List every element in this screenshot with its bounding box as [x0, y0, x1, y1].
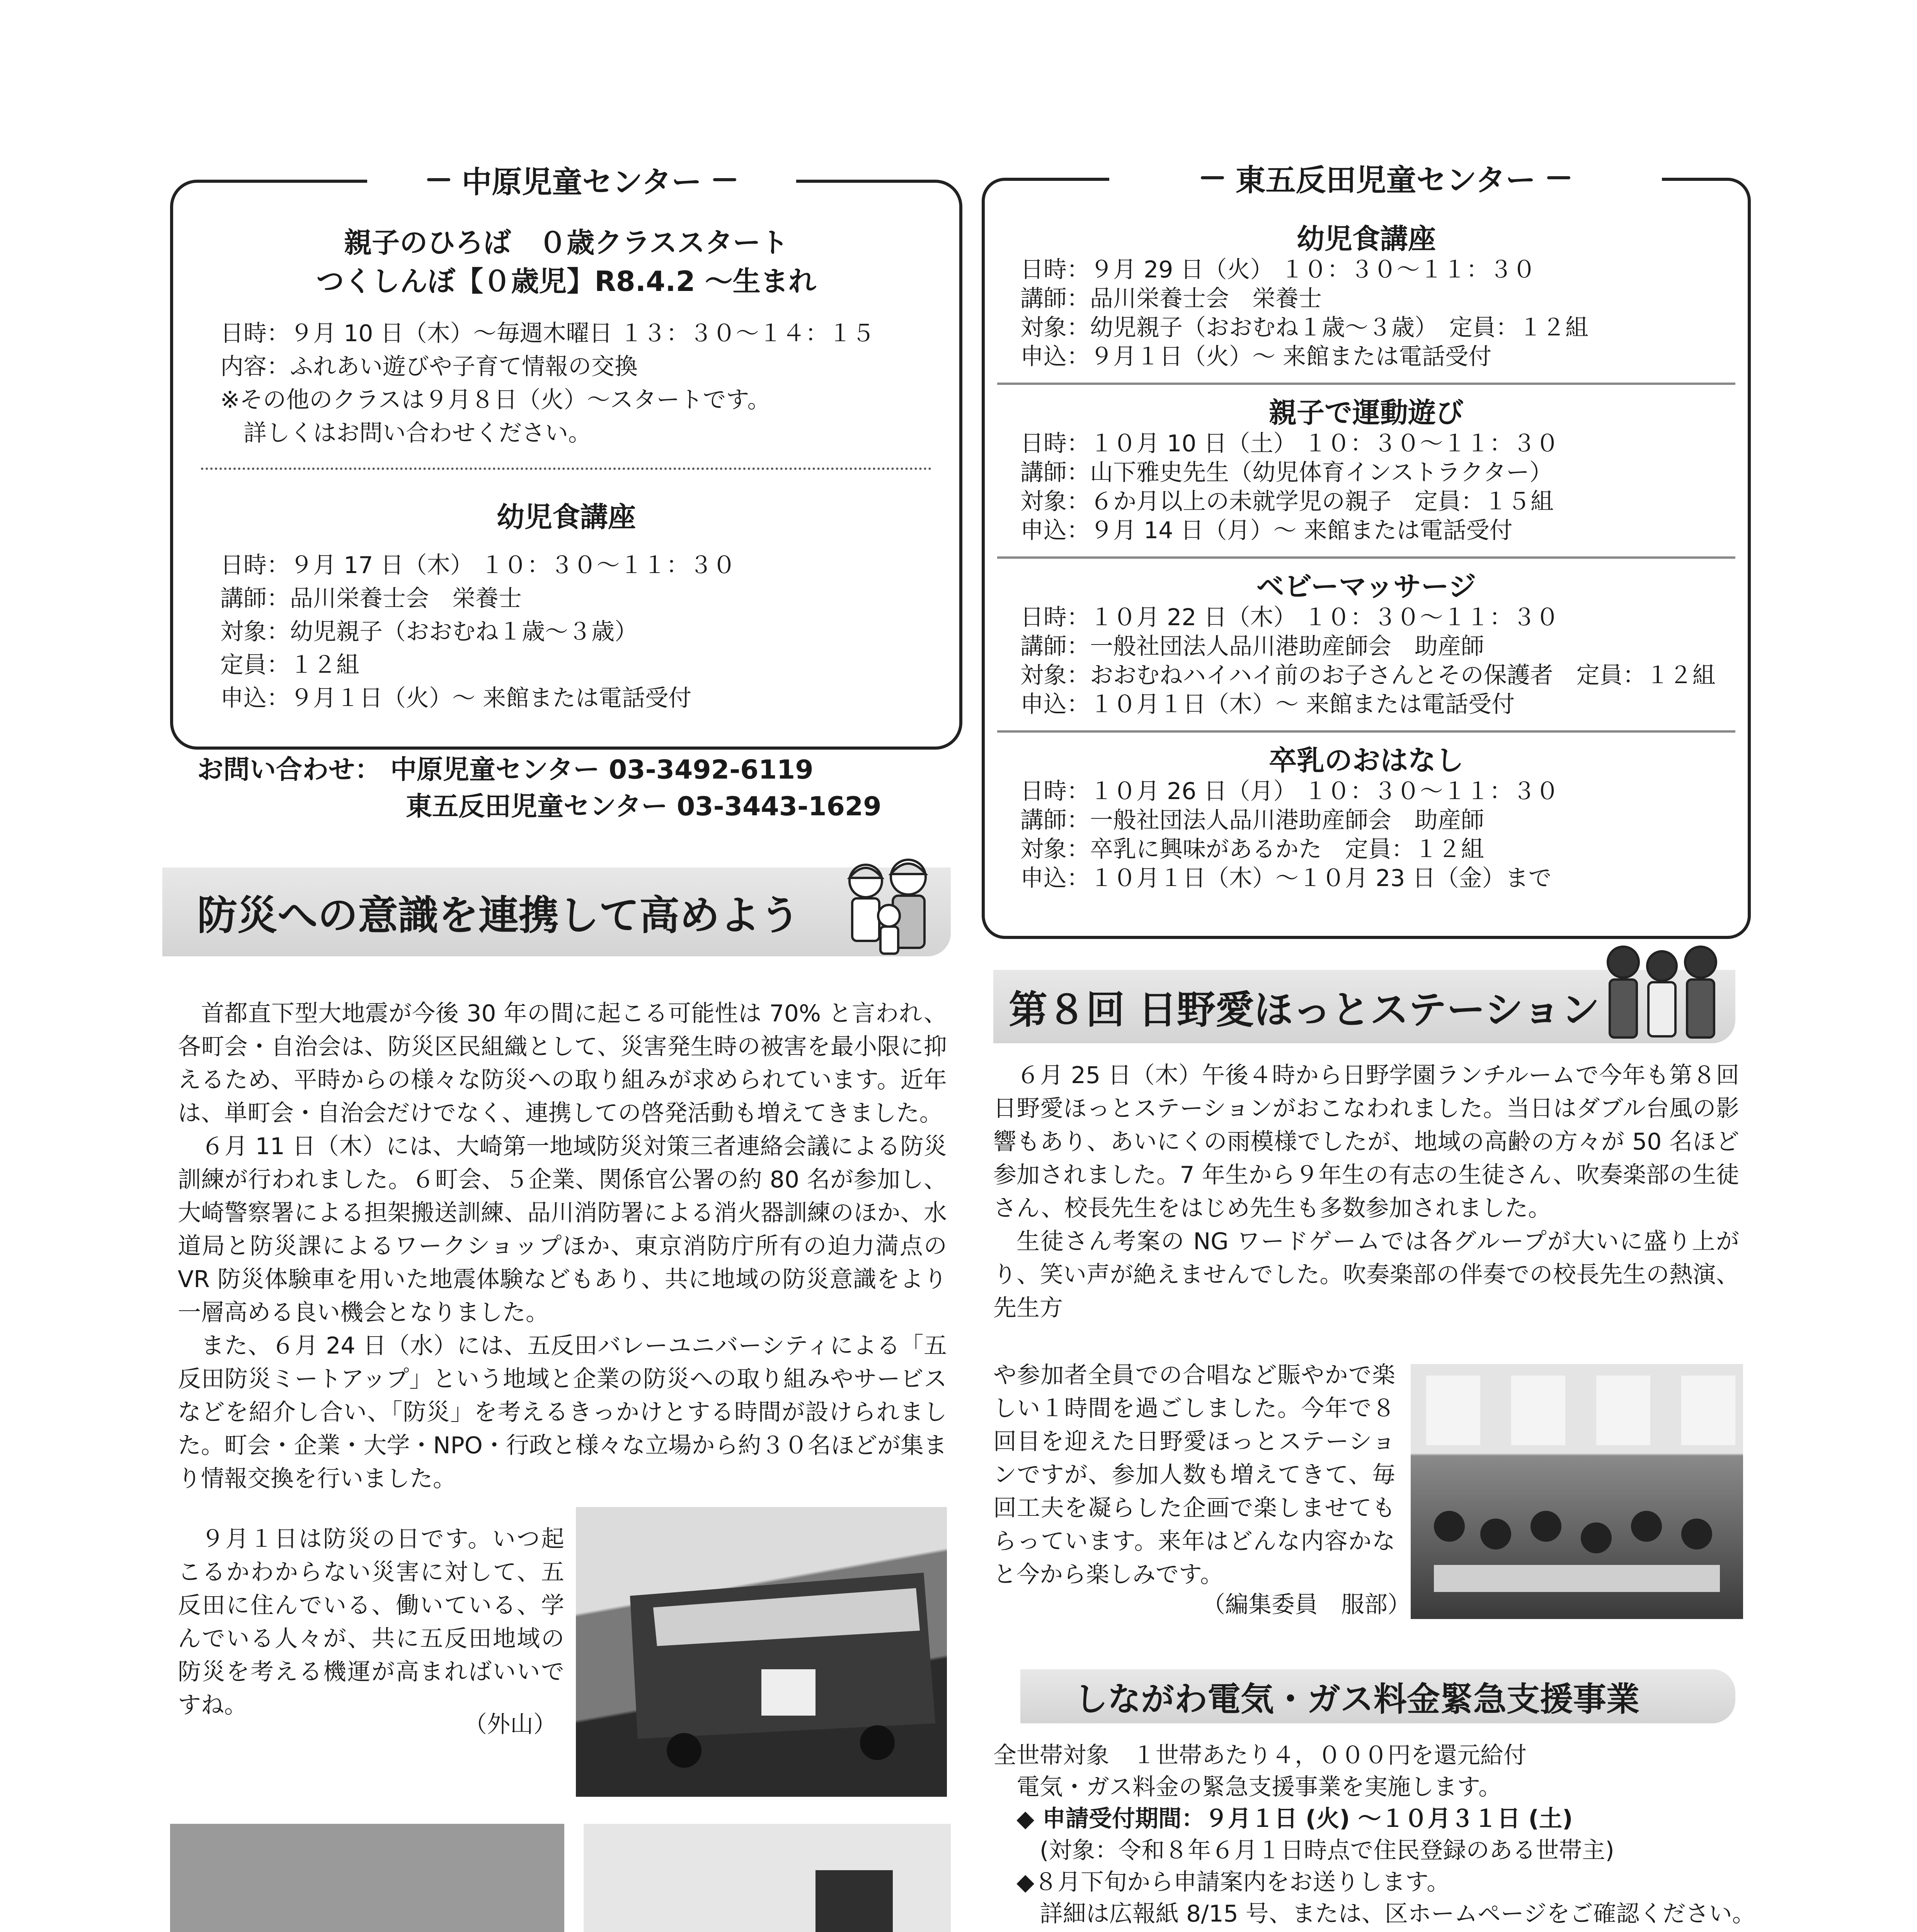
higashi-event-line: 日時：９月 29 日（火） １０：３０〜１１：３０ — [1020, 256, 1536, 283]
drill-shape — [170, 1824, 564, 1932]
bousai-author: （外山） — [464, 1711, 557, 1738]
higashi-event-line: 対象：おおむねハイハイ前のお子さんとその保護者 定員：１２組 — [1020, 662, 1716, 689]
hall-shape — [1411, 1364, 1743, 1619]
nakahara-event2-line: 日時：９月 17 日（木） １０：３０〜１１：３０ — [220, 552, 736, 579]
nakahara-event2-title: 幼児食講座 — [496, 501, 636, 533]
bousai-para: また、６月 24 日（水）には、五反田バレーユニバーシティによる「五反田防災ミートアップ」という地域と企業の防災への取り組みやサービスなどを紹介し合い、「防災」を考えるきっかけとする時間が設けられました。町会・企業・大学・NPO・行政と様々な立場から約３０名ほどが集まり情報交換を行いました。 — [178, 1332, 947, 1492]
nakahara-event2-line: 定員：１２組 — [220, 651, 359, 679]
nakahara-event1-line: 内容：ふれあい遊びや子育て情報の交換 — [220, 353, 638, 380]
dash-left — [1201, 176, 1224, 179]
nakahara-event2-line: 対象：幼児親子（おおむね１歳〜３歳） — [220, 618, 638, 645]
higashi-divider — [997, 730, 1735, 733]
support-line: (対象：令和８年６月１日時点で住民登録のある世帯主) — [993, 1837, 1614, 1864]
higashi-event-line: 申込：１０月１日（木）〜１０月 23 日（金）まで — [1020, 865, 1552, 892]
bousai-para: 首都直下型大地震が今後 30 年の間に起こる可能性は 70% と言われ、各町会・自治会は、防災区民組織として、災害発生時の被害を最小限に抑えるため、平時からの様々な防災への取り組みが求められています。近年は、単町会・自治会だけでなく、連携しての啓発活動も増えてきました。 — [178, 1000, 947, 1127]
bousai-closing: ９月１日は防災の日です。いつ起こるかわからない災害に対して、五反田に住んでいる、働いている、学んでいる人々が、共に五反田地域の防災を考える機運が高まればいいですね。 — [178, 1526, 564, 1719]
higashi-event-line: 対象：卒乳に興味があるかた 定員：１２組 — [1020, 836, 1484, 863]
higashi-event-line: 講師：一般社団法人品川港助産師会 助産師 — [1020, 633, 1484, 660]
nakahara-event2-line: 講師：品川栄養士会 栄養士 — [220, 585, 522, 612]
hinoai-para: や参加者全員での合唱など賑やかで楽しい１時間を過ごしました。今年で８回目を迎えた日野愛ほっとステーションですが、参加人数も増えてきて、毎回工夫を凝らした企画で楽しませてもらっています。来年はどんな内容かなと今から楽しみです。 — [993, 1362, 1395, 1588]
higashi-divider — [997, 383, 1735, 385]
higashi-divider — [997, 556, 1735, 559]
support-line: 全世帯対象 １世帯あたり４，０００円を還元給付 — [993, 1742, 1527, 1769]
contact-line1: 中原児童センター 03-3492-6119 — [390, 755, 814, 785]
higashi-event-title: 幼児食講座 — [1296, 223, 1436, 255]
higashi-event-line: 対象：幼児親子（おおむね１歳〜３歳） 定員：１２組 — [1020, 314, 1588, 341]
support-line: ◆８月下旬から申請案内をお送りします。 — [993, 1869, 1450, 1896]
students-illustration — [1596, 935, 1743, 1047]
higashi-event-title: ベビーマッサージ — [1256, 570, 1476, 603]
hinoai-heading: 第８回 日野愛ほっとステーション — [993, 970, 1735, 1043]
hinoai-author: （編集委員 服部） — [1202, 1591, 1411, 1618]
higashi-event-line: 申込：１０月１日（木）〜 来館または電話受付 — [1020, 691, 1515, 718]
support-line — [993, 1930, 1179, 1932]
higashi-event-line: 講師：山下雅史先生（幼児体育インストラクター） — [1020, 459, 1553, 486]
bousai-body — [178, 997, 947, 1495]
fire-drill-photo — [170, 1824, 564, 1932]
higashi-event-line: 日時：１０月 22 日（木） １０：３０〜１１：３０ — [1020, 604, 1559, 631]
family-helmet-illustration — [831, 850, 947, 962]
nakahara-title: 中原児童センター — [367, 156, 796, 203]
bousai-para: ６月 11 日（木）には、大崎第一地域防災対策三者連絡会議による防災訓練が行われました。６町会、５企業、関係官公署の約 80 名が参加し、大崎警察署による担架搬送訓練、品川消防署による消火器訓練のほか、水道局と防災課によるワークショップほか、東京消防庁所有の迫力満点の VR 防災体験車を用いた地震体験などもあり、共に地域の防災意識をより一層高める良い機会となりました。 — [178, 1133, 947, 1326]
meetup-shape — [584, 1824, 951, 1932]
nakahara-divider — [201, 468, 931, 470]
contact-label: お問い合わせ： — [197, 755, 381, 785]
truck-shape — [576, 1507, 947, 1797]
hinoai-para: ６月 25 日（木）午後４時から日野学園ランチルームで今年も第８回日野愛ほっとステーションがおこなわれました。当日はダブル台風の影響もあり、あいにくの雨模様でしたが、地域の高齢の方々が 50 名ほど参加されました。7 年生から９年生の有志の生徒さん、吹奏楽部の生徒さん、校長先生をはじめ先生も多数参加されました。 — [993, 1062, 1739, 1222]
nakahara-event1-title2: つくしんぼ【０歳児】R8.4.2 〜生まれ — [316, 265, 816, 298]
hinoai-body-2 — [993, 1359, 1395, 1591]
nakahara-event1-line: 詳しくはお問い合わせください。 — [220, 420, 591, 447]
hinoai-body — [993, 1059, 1739, 1325]
dash-right — [713, 178, 736, 181]
contact-line2: 東五反田児童センター 03-3443-1629 — [406, 791, 882, 822]
higashi-event-line: 講師：一般社団法人品川港助産師会 助産師 — [1020, 807, 1484, 834]
higashi-title: 東五反田児童センター — [1109, 155, 1662, 201]
dash-left — [427, 178, 450, 181]
higashi-event-title: 親子で運動遊び — [1268, 396, 1464, 429]
vr-bousai-truck-photo — [576, 1507, 947, 1797]
higashi-event-line: 日時：１０月 10 日（土） １０：３０〜１１：３０ — [1020, 430, 1559, 457]
support-line: 詳細は広報紙 8/15 号、または、区ホームページをご確認ください。 — [993, 1900, 1755, 1927]
higashi-event-line: 申込：９月 14 日（月）〜 来館または電話受付 — [1020, 517, 1513, 544]
nakahara-event1-line: ※その他のクラスは９月８日（火）〜スタートです。 — [220, 386, 771, 413]
hinoai-para: 生徒さん考案の NG ワードゲームでは各グループが大いに盛り上がり、笑い声が絶えませんでした。吹奏楽部の伴奏での校長先生の熱演、先生方 — [993, 1228, 1739, 1321]
nakahara-event1-title1: 親子のひろば ０歳クラススタート — [344, 226, 788, 259]
higashi-event-line: 対象：６か月以上の未就学児の親子 定員：１５組 — [1020, 488, 1554, 515]
higashi-event-title: 卒乳のおはなし — [1268, 744, 1464, 777]
bousai-heading: 防災への意識を連携して高めよう — [162, 867, 951, 956]
support-line: ◆ 申請受付期間：９月１日 (火) 〜１０月３１日 (土) — [993, 1805, 1573, 1832]
support-line: 電気・ガス料金の緊急支援事業を実施します。 — [993, 1774, 1502, 1801]
higashi-event-line: 講師：品川栄養士会 栄養士 — [1020, 285, 1322, 312]
dash-right — [1547, 176, 1570, 179]
nakahara-event2-line: 申込：９月１日（火）〜 来館または電話受付 — [220, 685, 692, 712]
meetup-photo — [584, 1824, 951, 1932]
support-heading: しながわ電気・ガス料金緊急支援事業 — [1020, 1669, 1735, 1723]
nakahara-event1-line: 日時：９月 10 日（木）〜毎週木曜日 １３：３０〜１４：１５ — [220, 320, 875, 347]
hinoai-event-photo — [1411, 1364, 1743, 1619]
higashi-event-line: 日時：１０月 26 日（月） １０：３０〜１１：３０ — [1020, 778, 1559, 805]
higashi-event-line: 申込：９月１日（火）〜 来館または電話受付 — [1020, 343, 1492, 370]
